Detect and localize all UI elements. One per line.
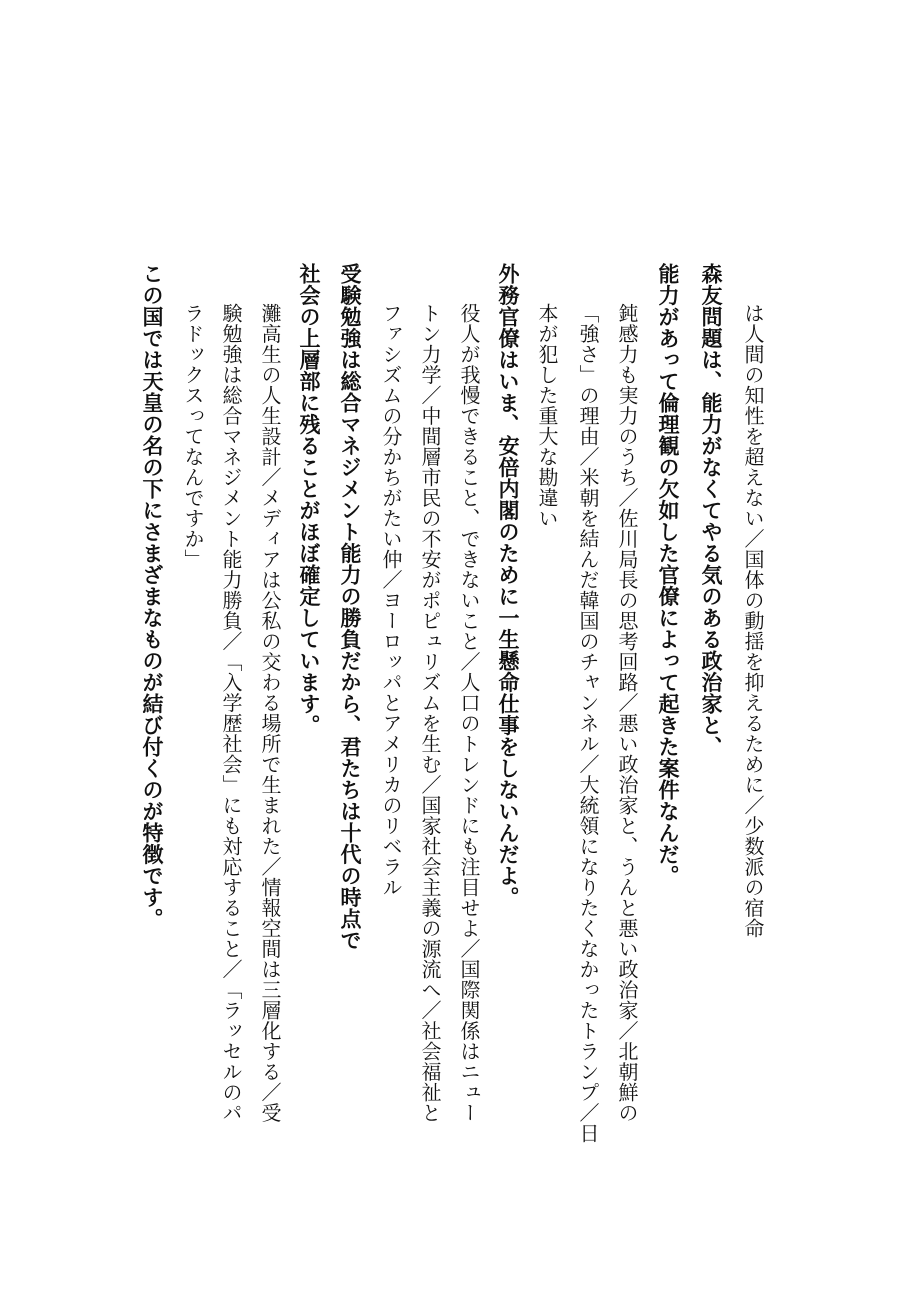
toc-item-line-13: 灘高生の人生設計／メディアは公私の交わる場所で生まれた／情報空間は三層化する／受: [258, 303, 282, 1123]
toc-heading-line-2: 森友問題は、能力がなくてやる気のある政治家と、: [699, 263, 723, 758]
toc-item-line-9: トン力学／中間層市民の不安がポピュリズムを生む／国家社会主義の源流へ／社会福祉と: [418, 303, 442, 1123]
toc-heading-line-12: 社会の上層部に残ることがほぼ確定しています。: [297, 263, 321, 736]
toc-item-line-5: 「強さ」の理由／米朝を結んだ韓国のチャンネル／大統領になりたくなかったトランプ／日: [576, 303, 600, 1144]
toc-heading-line-3: 能力があって倫理観の欠如した官僚によって起きた案件なんだ。: [656, 263, 680, 887]
toc-item-line-6: 本が犯した重大な勘違い: [535, 303, 559, 529]
toc-heading-line-7: 外務官僚はいま、安倍内閣のために一生懸命仕事をしないんだよ。: [496, 263, 520, 908]
toc-item-line-14: 験勉強は総合マネジメント能力勝負／「入学歴社会」にも対応すること／「ラッセルのパ: [219, 303, 243, 1123]
toc-item-line-8: 役人が我慢できること、できないこと／人口のトレンドにも注目せよ／国際関係はニュー: [457, 303, 481, 1123]
toc-heading-line-11: 受験勉強は総合マネジメント能力の勝負だから、君たちは十代の時点で: [338, 263, 362, 951]
toc-item-line-10: ファシズムの分かちがたい仲／ヨーロッパとアメリカのリベラル: [379, 303, 403, 898]
toc-item-line-1: は人間の知性を超えない／国体の動揺を抑えるために／少数派の宿命: [741, 303, 765, 939]
toc-item-line-4: 鈍感力も実力のうち／佐川局長の思考回路／悪い政治家と、うんと悪い政治家／北朝鮮の: [615, 303, 639, 1123]
toc-item-line-15: ラドックスってなんですか」: [181, 303, 205, 570]
toc-heading-line-16: この国では天皇の名の下にさまざまなものが結び付くのが特徴です。: [140, 263, 164, 930]
